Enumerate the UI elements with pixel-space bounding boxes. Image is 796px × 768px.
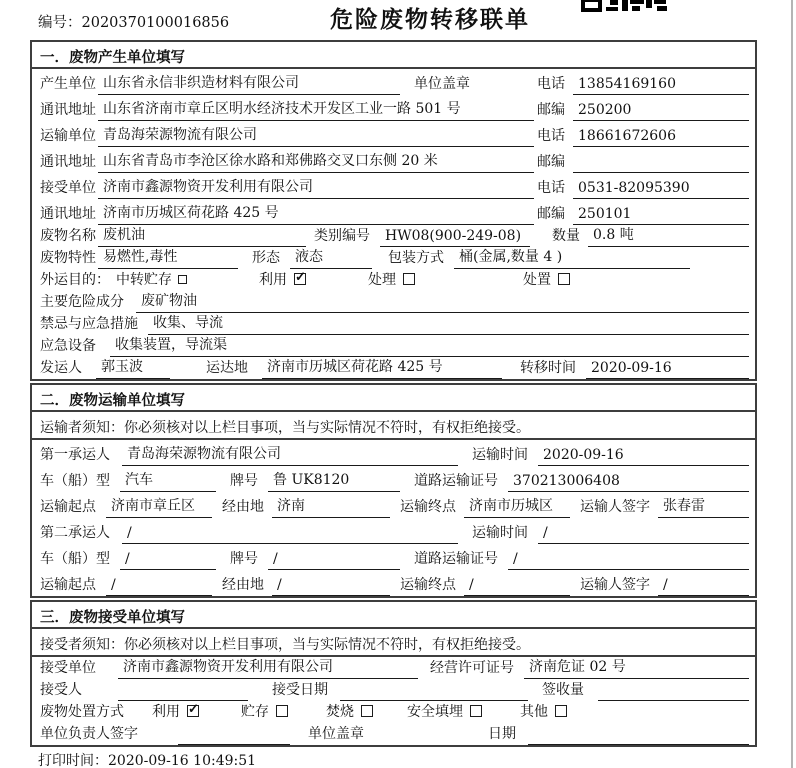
- producer-unit-label: 产生单位: [40, 76, 96, 92]
- row-transfer-purpose: [32, 269, 755, 291]
- receiver-address-label: 通讯地址: [40, 206, 96, 222]
- print-time-label: 打印时间：: [38, 753, 108, 768]
- second-carrier-value: /: [122, 525, 458, 544]
- row-disposal-method: [32, 701, 755, 723]
- producer-phone-value: 13854169160: [573, 76, 749, 95]
- transporter-address-value: 山东省青岛市李沧区徐水路和郑佛路交叉口东侧 20 米: [98, 150, 534, 173]
- first-end-label: 运输终点: [400, 499, 456, 515]
- destination-value: 济南市历城区荷花路 425 号: [262, 356, 502, 379]
- category-code-value: HW08(900-249-08): [380, 228, 530, 247]
- form-value: 液态: [290, 246, 372, 269]
- accept-date-label: 接受日期: [272, 682, 328, 698]
- row-main-hazard: [32, 291, 755, 313]
- second-vehicle-type-value: /: [120, 551, 216, 570]
- first-vehicle-type-label: 车（船）型: [40, 473, 110, 489]
- first-carrier-label: 第一承运人: [40, 447, 110, 463]
- row-first-route: [32, 492, 755, 518]
- received-qty-label: 签收量: [542, 682, 584, 698]
- row-shipper: [32, 357, 755, 379]
- receiver-phone-value: 0531-82095390: [573, 180, 749, 199]
- receiver-address-value: 济南市历城区荷花路 425 号: [98, 202, 534, 225]
- page-title: 危险废物转移联单: [330, 6, 530, 33]
- transporter-notice: 运输者须知：你必须核对以上栏目事项，当与实际情况不符时，有权拒绝接受。: [32, 412, 755, 440]
- emergency-equipment-label: 应急设备: [40, 338, 96, 354]
- transfer-form: [30, 40, 757, 749]
- transporter-address-label: 通讯地址: [40, 154, 96, 170]
- producer-address-value: 山东省济南市章丘区明水经济技术开发区工业一路 501 号: [98, 98, 534, 121]
- receiver-phone-label: 电话: [537, 180, 565, 196]
- row-transporter-unit: [32, 121, 755, 147]
- disposal-landfill-checkbox: [470, 705, 482, 717]
- second-carrier-label: 第二承运人: [40, 525, 110, 541]
- unit-seal-label: 单位盖章: [414, 76, 470, 92]
- producer-unit-value: 山东省永信非织造材料有限公司: [98, 72, 400, 95]
- second-plate-value: /: [268, 551, 400, 570]
- qr-code-icon: [580, 0, 670, 12]
- row-producer-address: [32, 95, 755, 121]
- purpose-option-use: [259, 269, 306, 291]
- purpose-option-transfer-storage: [116, 269, 187, 291]
- accept-unit-value: 济南市鑫源物资开发利用有限公司: [118, 656, 418, 679]
- waste-name-value: 废机油: [98, 224, 306, 247]
- second-sign-value: /: [658, 577, 749, 596]
- first-sign-value: 张春雷: [658, 495, 749, 518]
- license-value: 济南危证 02 号: [524, 656, 749, 679]
- disposal-option-storage: [241, 701, 288, 723]
- second-via-label: 经由地: [222, 577, 264, 593]
- producer-zip-label: 邮编: [537, 102, 565, 118]
- section-transporter: [30, 383, 757, 598]
- disposal-method-label: 废物处置方式: [40, 704, 124, 720]
- purpose-option-disposal: [523, 269, 570, 291]
- purpose-transfer-storage-checkbox: [178, 275, 187, 284]
- first-road-permit-label: 道路运输证号: [414, 473, 498, 489]
- receiver-zip-value: 250101: [573, 206, 749, 225]
- disposal-use-checkbox: [187, 705, 199, 717]
- second-plate-label: 牌号: [230, 551, 258, 567]
- serial-label: 编号：: [38, 15, 82, 31]
- row-transporter-address: [32, 147, 755, 173]
- section-producer-title: 一．废物产生单位填写: [32, 42, 755, 69]
- serial-number: [38, 11, 229, 32]
- producer-address-label: 通讯地址: [40, 102, 96, 118]
- first-carrier-time-value: 2020-09-16: [538, 447, 749, 466]
- head-signature-value: [178, 742, 290, 745]
- receive-date-label: 日期: [488, 726, 516, 742]
- row-first-carrier: [32, 440, 755, 466]
- purpose-disposal-checkbox: [558, 273, 570, 285]
- transporter-unit-value: 青岛海荣源物流有限公司: [98, 124, 534, 147]
- first-plate-label: 牌号: [230, 473, 258, 489]
- disposal-option-use-label: 利用: [152, 704, 180, 720]
- purpose-option-use-label: 利用: [259, 272, 287, 288]
- received-qty-value: [598, 698, 749, 701]
- first-origin-label: 运输起点: [40, 499, 96, 515]
- emergency-measures-label: 禁忌与应急措施: [40, 316, 138, 332]
- row-second-carrier: [32, 518, 755, 544]
- second-end-value: /: [464, 577, 570, 596]
- section-receiver-title: 三．废物接受单位填写: [32, 602, 755, 629]
- first-carrier-time-label: 运输时间: [472, 447, 528, 463]
- license-label: 经营许可证号: [430, 660, 514, 676]
- disposal-option-landfill: [407, 701, 482, 723]
- row-receiver-address: [32, 199, 755, 225]
- receiver-seal-label: 单位盖章: [308, 726, 364, 742]
- row-acceptor: [32, 679, 755, 701]
- disposal-option-storage-label: 贮存: [241, 704, 269, 720]
- purpose-use-checkbox: [294, 273, 306, 285]
- transfer-time-value: 2020-09-16: [586, 360, 749, 379]
- second-origin-value: /: [106, 577, 212, 596]
- receiver-unit-label: 接受单位: [40, 180, 96, 196]
- accept-unit-label: 接受单位: [40, 660, 96, 676]
- shipper-label: 发运人: [40, 360, 82, 376]
- first-plate-value: 鲁 UK8120: [268, 469, 400, 492]
- quantity-label: 数量: [552, 228, 580, 244]
- emergency-equipment-value: 收集装置，导流渠: [110, 334, 749, 357]
- shipper-value: 郭玉波: [96, 356, 170, 379]
- disposal-option-incineration-label: 焚烧: [326, 704, 354, 720]
- receive-date-value: [528, 742, 749, 745]
- disposal-option-other-label: 其他: [520, 704, 548, 720]
- emergency-measures-value: 收集、导流: [148, 312, 749, 335]
- second-sign-label: 运输人签字: [580, 577, 650, 593]
- transporter-zip-value: [573, 170, 749, 173]
- section-producer: [30, 40, 757, 381]
- purpose-option-treatment-label: 处理: [368, 272, 396, 288]
- producer-zip-value: 250200: [573, 102, 749, 121]
- disposal-incineration-checkbox: [361, 705, 373, 717]
- purpose-option-treatment: [368, 269, 415, 291]
- serial-value: 2020370100016856: [81, 15, 230, 31]
- packing-label: 包装方式: [388, 250, 444, 266]
- first-carrier-value: 青岛海荣源物流有限公司: [122, 443, 458, 466]
- disposal-option-use: [152, 701, 199, 723]
- receiver-zip-label: 邮编: [537, 206, 565, 222]
- waste-name-label: 废物名称: [40, 228, 96, 244]
- waste-character-value: 易燃性,毒性: [98, 246, 238, 269]
- form-label: 形态: [252, 250, 280, 266]
- row-waste-name: [32, 225, 755, 247]
- waste-character-label: 废物特性: [40, 250, 96, 266]
- head-signature-label: 单位负责人签字: [40, 726, 138, 742]
- second-carrier-time-value: /: [538, 525, 749, 544]
- row-producer-unit: [32, 69, 755, 95]
- category-code-label: 类别编号: [314, 228, 370, 244]
- first-via-label: 经由地: [222, 499, 264, 515]
- packing-value: 桶(金属,数量 4 ): [454, 246, 690, 269]
- row-emergency-equipment: [32, 335, 755, 357]
- row-second-route: [32, 570, 755, 596]
- second-road-permit-value: /: [508, 551, 749, 570]
- row-head-signature: [32, 723, 755, 745]
- disposal-option-landfill-label: 安全填埋: [407, 704, 463, 720]
- receiver-notice: 接受者须知：你必须核对以上栏目事项，当与实际情况不符时，有权拒绝接受。: [32, 629, 755, 657]
- transporter-zip-label: 邮编: [537, 154, 565, 170]
- purpose-treatment-checkbox: [403, 273, 415, 285]
- transfer-time-label: 转移时间: [520, 360, 576, 376]
- producer-phone-label: 电话: [537, 76, 565, 92]
- receiver-unit-value: 济南市鑫源物资开发利用有限公司: [98, 176, 534, 199]
- disposal-storage-checkbox: [276, 705, 288, 717]
- transfer-purpose-label: 外运目的：: [40, 272, 110, 288]
- main-hazard-label: 主要危险成分: [40, 294, 124, 310]
- first-via-value: 济南: [272, 495, 390, 518]
- transporter-unit-label: 运输单位: [40, 128, 96, 144]
- transporter-phone-value: 18661672606: [573, 128, 749, 147]
- section-transporter-title: 二．废物运输单位填写: [32, 385, 755, 412]
- second-carrier-time-label: 运输时间: [472, 525, 528, 541]
- second-vehicle-type-label: 车（船）型: [40, 551, 110, 567]
- section-receiver: [30, 600, 757, 747]
- acceptor-label: 接受人: [40, 682, 82, 698]
- row-first-vehicle: [32, 466, 755, 492]
- purpose-option-disposal-label: 处置: [523, 272, 551, 288]
- first-sign-label: 运输人签字: [580, 499, 650, 515]
- second-origin-label: 运输起点: [40, 577, 96, 593]
- destination-label: 运达地: [206, 360, 248, 376]
- second-via-value: /: [272, 577, 390, 596]
- print-time-value: 2020-09-16 10:49:51: [108, 753, 257, 768]
- purpose-option-transfer-storage-label: 中转贮存: [116, 272, 172, 288]
- row-receiver-unit: [32, 173, 755, 199]
- second-road-permit-label: 道路运输证号: [414, 551, 498, 567]
- main-hazard-value: 废矿物油: [136, 290, 749, 313]
- scan-edge-line: [791, 0, 793, 768]
- first-vehicle-type-value: 汽车: [120, 469, 216, 492]
- disposal-option-incineration: [326, 701, 373, 723]
- row-waste-character: [32, 247, 755, 269]
- transporter-phone-label: 电话: [537, 128, 565, 144]
- disposal-other-checkbox: [555, 705, 567, 717]
- print-time: [38, 750, 256, 768]
- disposal-option-other: [520, 701, 567, 723]
- quantity-value: 0.8 吨: [588, 224, 749, 247]
- first-road-permit-value: 370213006408: [508, 473, 749, 492]
- first-origin-value: 济南市章丘区: [106, 495, 212, 518]
- second-end-label: 运输终点: [400, 577, 456, 593]
- row-second-vehicle: [32, 544, 755, 570]
- row-emergency-measures: [32, 313, 755, 335]
- row-accept-unit: [32, 657, 755, 679]
- first-end-value: 济南市历城区: [464, 495, 570, 518]
